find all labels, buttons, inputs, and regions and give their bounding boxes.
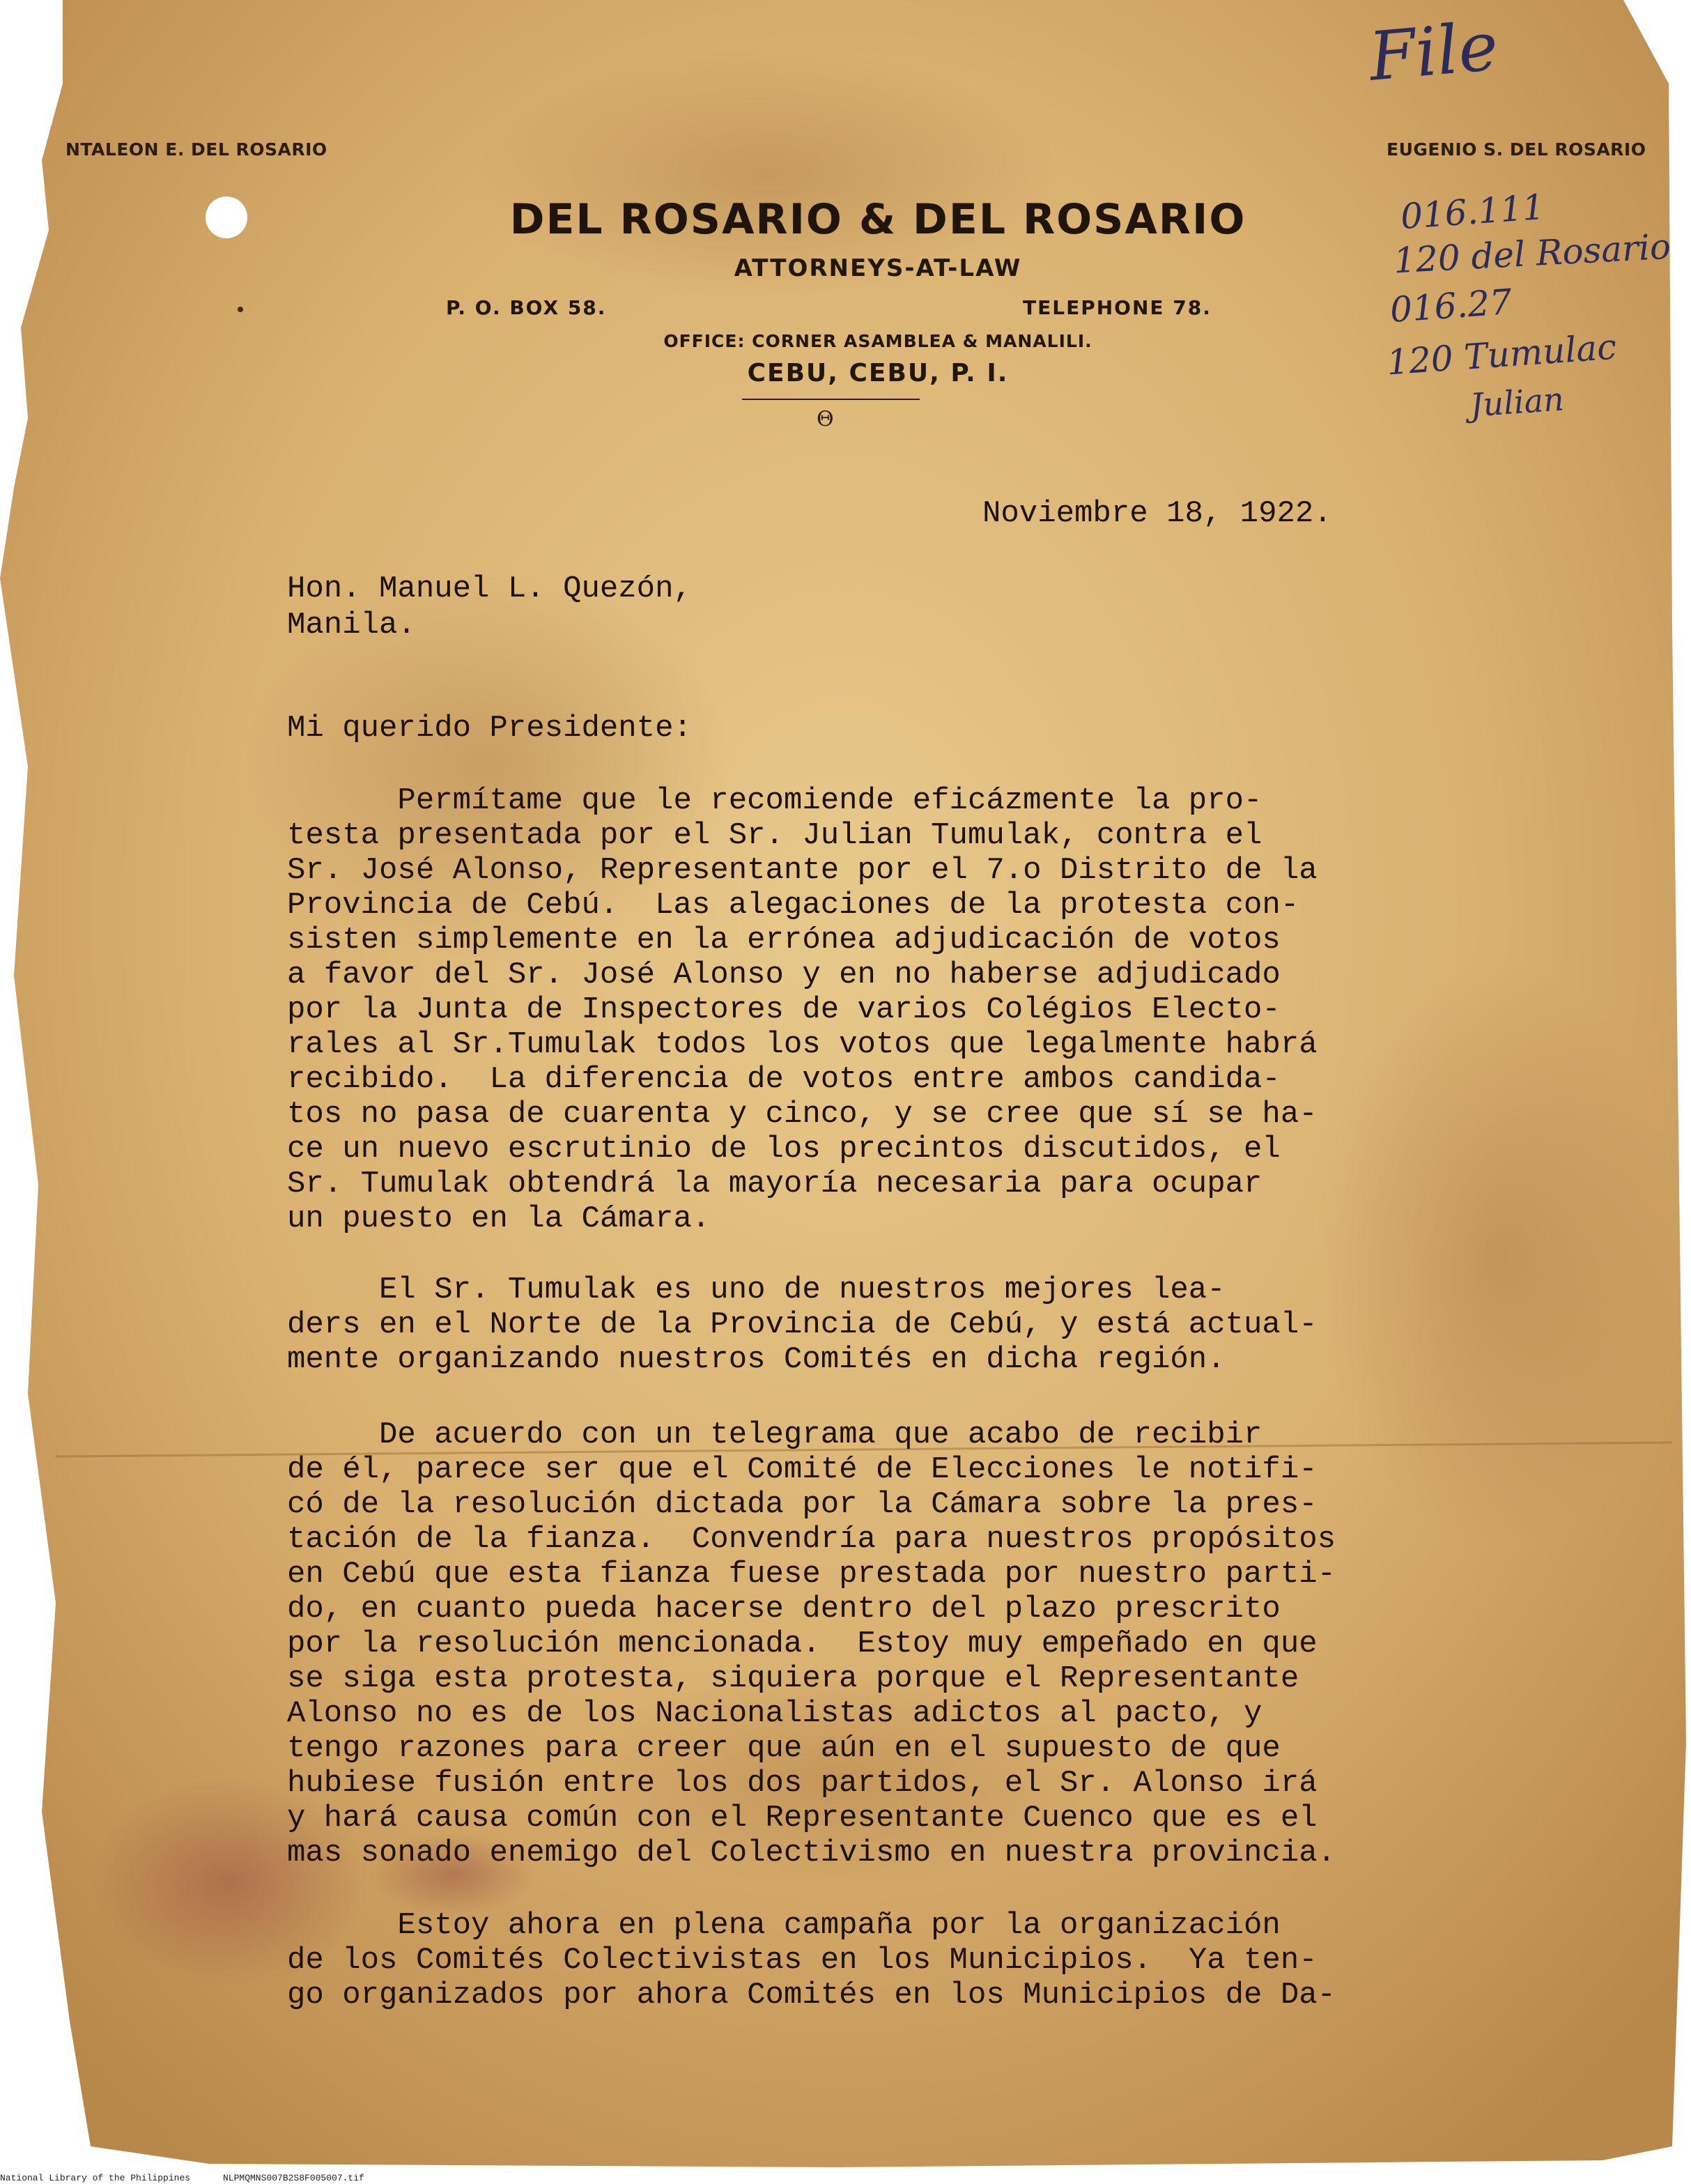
handwritten-note-line5: Julian <box>1469 380 1566 424</box>
partner-right-name: EUGENIO S. DEL ROSARIO <box>1387 139 1646 160</box>
po-box: P. O. BOX 58. <box>446 296 607 319</box>
recipient-name: Hon. Manuel L. Quezón, <box>287 571 692 606</box>
recipient-city: Manila. <box>287 608 416 643</box>
handwritten-note-line3: 016.27 <box>1389 281 1513 331</box>
letterhead-rule <box>742 399 920 400</box>
city: CEBU, CEBU, P. I. <box>747 359 1009 387</box>
firm-name: DEL ROSARIO & DEL ROSARIO <box>509 195 1246 244</box>
firm-subtitle: ATTORNEYS-AT-LAW <box>734 254 1022 282</box>
body-paragraph-2: El Sr. Tumulak es uno de nuestros mejores lea- ders en el Norte de la Provincia de Cebú, y está actual- mente organizando nuestros Comités en dicha región. <box>287 1272 1318 1377</box>
handwritten-file-note: File <box>1366 7 1501 96</box>
telephone: TELEPHONE 78. <box>1023 296 1212 319</box>
body-paragraph-1: Permítame que le recomiende eficázmente la pro- testa presentada por el Sr. Julian Tumulak, contra el Sr. José Alonso, Representante por el 7.o Distrito de la Provincia de Cebú. Las alegaciones de la protesta con- sisten simplemente en la errónea adjudicación de votos a favor del Sr. José Alonso y en no haberse adjudicado por la Junta de Inspectores de varios Colégios Electo- rales al Sr.Tumulak todos los votos que legalmente habrá recibido. La diferencia de votos entre ambos candida- tos no pasa de cuarenta y cinco, y se cree que sí se ha- ce un nuevo escrutinio de los precintos discutidos, el Sr. Tumulak obtendrá la mayoría necesaria para ocupar un puesto en la Cámara. <box>287 783 1318 1236</box>
footer-file-id: NLPMQMNS007B2S8F005007.tif <box>223 2173 364 2183</box>
body-paragraph-3: De acuerdo con un telegrama que acabo de recibir de él, parece ser que el Comité de Elecciones le notifi- có de la resolución dictada por la Cámara sobre la pres- tación de la fianza. Convendría para nuestros propósitos en Cebú que esta fianza fuese prestada por nuestro parti- do, en cuanto pueda hacerse dentro del plazo prescrito por la resolución mencionada. Estoy muy empeñado en que se siga esta protesta, siquiera porque el Representante Alonso no es de los Nacionalistas adictos al pacto, y tengo razones para creer que aún en el supuesto de que hubiese fusión entre los dos partidos, el Sr. Alonso irá y hará causa común con el Representante Cuenco que es el mas sonado enemigo del Colectivismo en nuestra provincia. <box>287 1417 1336 1870</box>
partner-left-name: NTALEON E. DEL ROSARIO <box>65 139 327 160</box>
footer-library: National Library of the Philippines <box>0 2173 191 2183</box>
office-address: OFFICE: CORNER ASAMBLEA & MANALILI. <box>663 331 1092 351</box>
letterhead-mark: Θ <box>817 407 834 431</box>
handwritten-note-line4: 120 Tumulac <box>1385 326 1618 383</box>
salutation: Mi querido Presidente: <box>287 711 692 746</box>
handwritten-note-line2: 120 del Rosario <box>1392 226 1672 282</box>
handwritten-note-line1: 016.111 <box>1399 186 1546 238</box>
body-paragraph-4: Estoy ahora en plena campaña por la organización de los Comités Colectivistas en los Municipios. Ya ten- go organizados por ahora Comités en los Municipios de Da- <box>287 1908 1336 2013</box>
letter-date: Noviembre 18, 1922. <box>982 496 1332 531</box>
